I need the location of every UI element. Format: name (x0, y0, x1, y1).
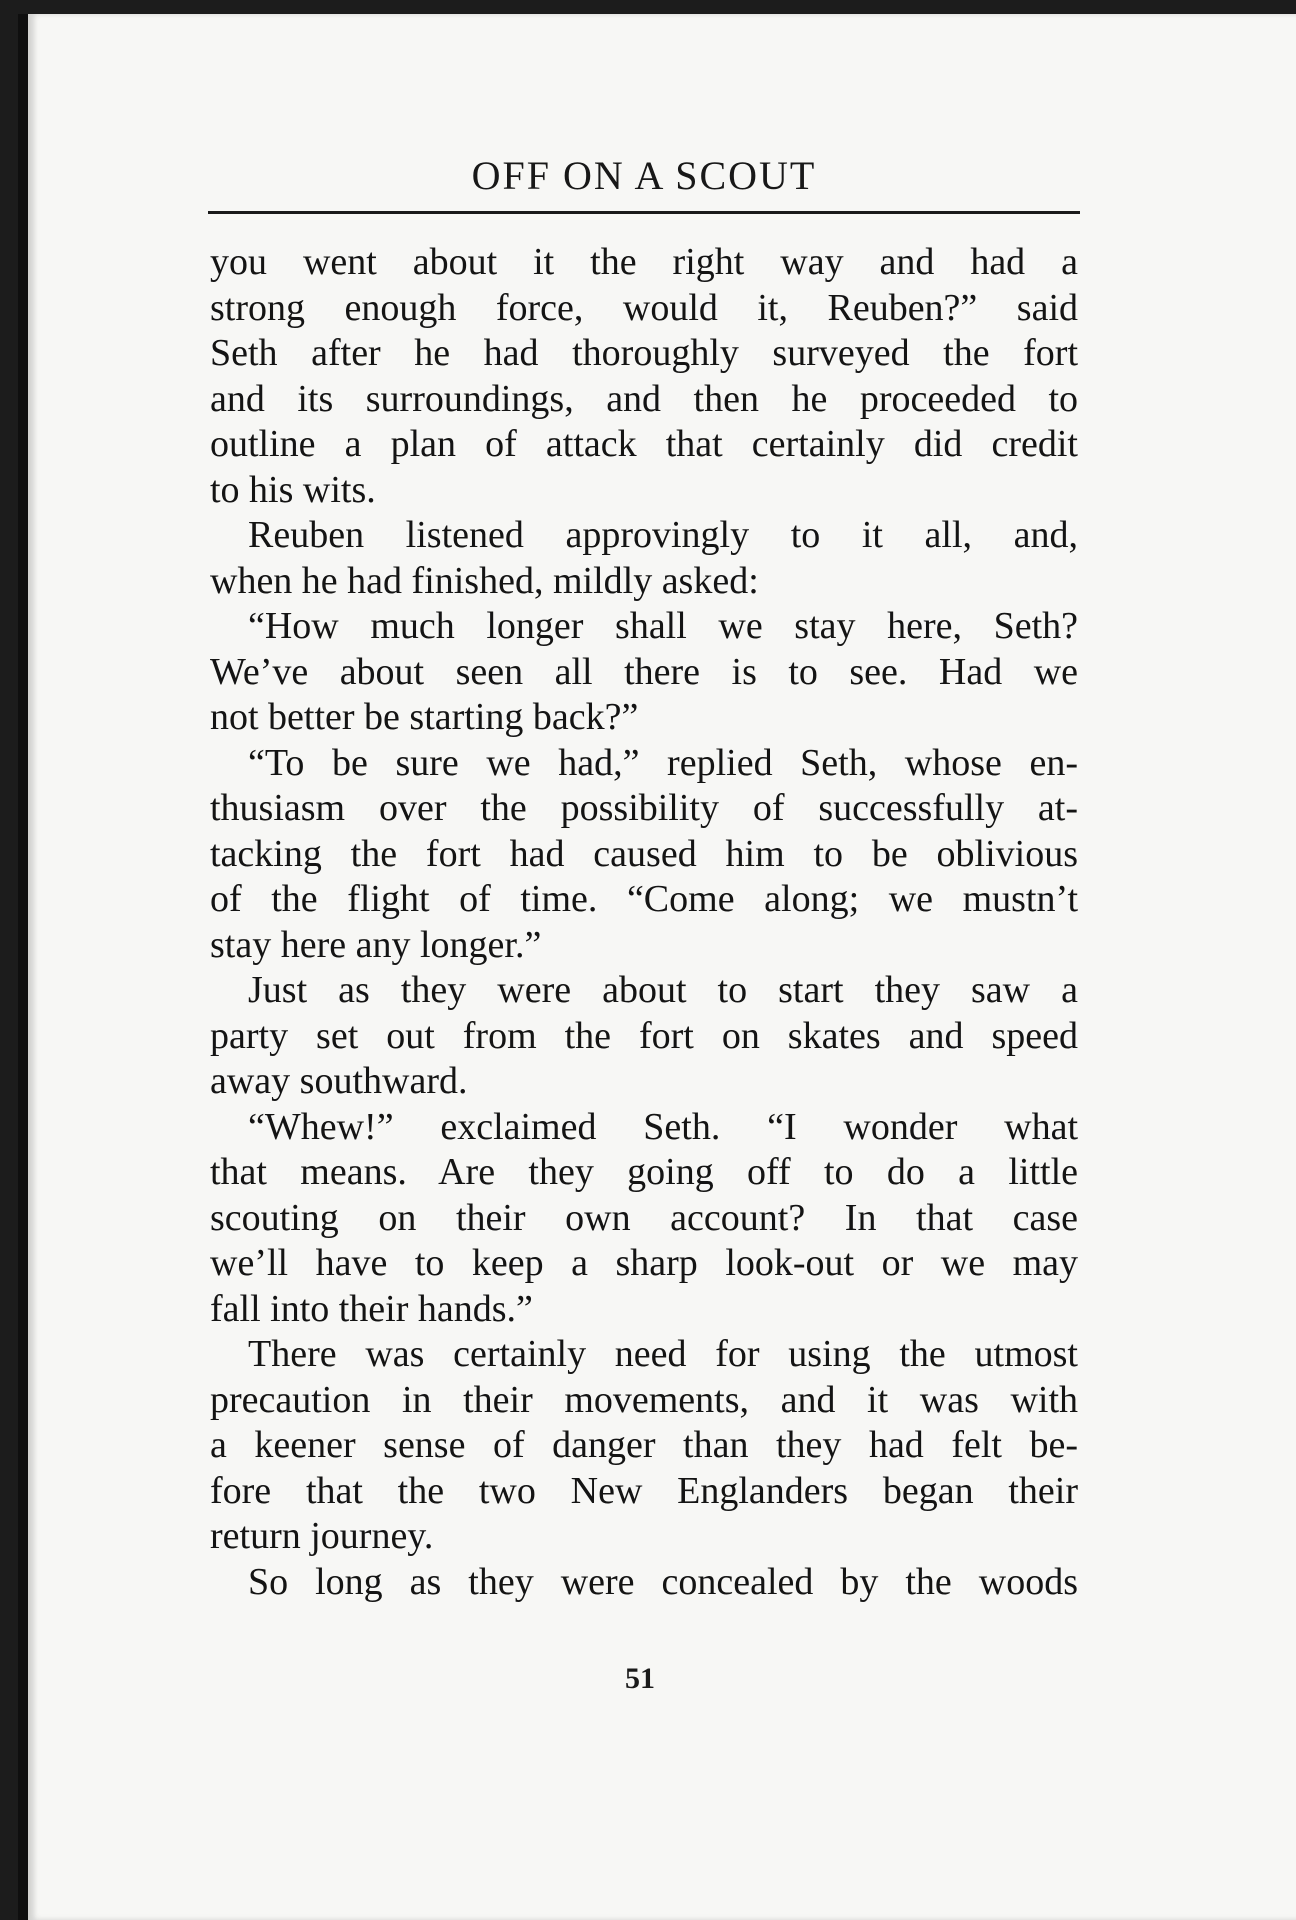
page-number: 51 (625, 1662, 655, 1695)
text-line: not better be starting back?” (210, 696, 639, 738)
text-line: tacking the fort had caused him to be oblivious (210, 832, 1078, 875)
text-line: away southward. (210, 1060, 468, 1102)
body-text (210, 240, 1078, 1605)
text-line: “Whew!” exclaimed Seth. “I wonder what (248, 1105, 1078, 1148)
text-line: that means. Are they going off to do a little (210, 1151, 1078, 1193)
text-line: of the flight of time. “Come along; we mustn’t (210, 878, 1078, 920)
text-line: and its surroundings, and then he proceeded to (210, 377, 1078, 420)
text-line: Reuben listened approvingly to it all, and, (248, 514, 1078, 556)
text-line: Just as they were about to start they saw a (248, 969, 1078, 1011)
text-line: We’ve about seen all there is to see. Had we (210, 650, 1078, 693)
header-rule (208, 211, 1080, 214)
text-line: stay here any longer.” (210, 923, 542, 966)
text-line: return journey. (210, 1515, 434, 1557)
text-line: fore that the two New Englanders began their (210, 1469, 1078, 1512)
text-line: to his wits. (210, 468, 376, 511)
text-line: we’ll have to keep a sharp look-out or we may (210, 1242, 1078, 1284)
text-line: “To be sure we had,” replied Seth, whose en- (248, 741, 1078, 784)
text-line: So long as they were concealed by the woods (248, 1560, 1078, 1603)
text-line: outline a plan of attack that certainly did credit (210, 423, 1078, 465)
text-line: party set out from the fort on skates and speed (210, 1014, 1078, 1057)
text-line: a keener sense of danger than they had felt be- (210, 1424, 1078, 1466)
text-line: Seth after he had thoroughly surveyed the fort (210, 332, 1078, 374)
text-line: when he had finished, mildly asked: (210, 559, 759, 602)
text-line: strong enough force, would it, Reuben?” said (210, 286, 1078, 329)
text-line: thusiasm over the possibility of successfully at- (210, 787, 1078, 829)
text-line: precaution in their movements, and it was with (210, 1378, 1078, 1421)
text-line: you went about it the right way and had a (210, 241, 1078, 283)
text-line: scouting on their own account? In that case (210, 1196, 1078, 1239)
text-line: “How much longer shall we stay here, Seth? (248, 605, 1078, 647)
text-line: There was certainly need for using the utmost (248, 1333, 1078, 1375)
text-line: fall into their hands.” (210, 1287, 533, 1330)
running-title: OFF ON A SCOUT (471, 153, 817, 198)
